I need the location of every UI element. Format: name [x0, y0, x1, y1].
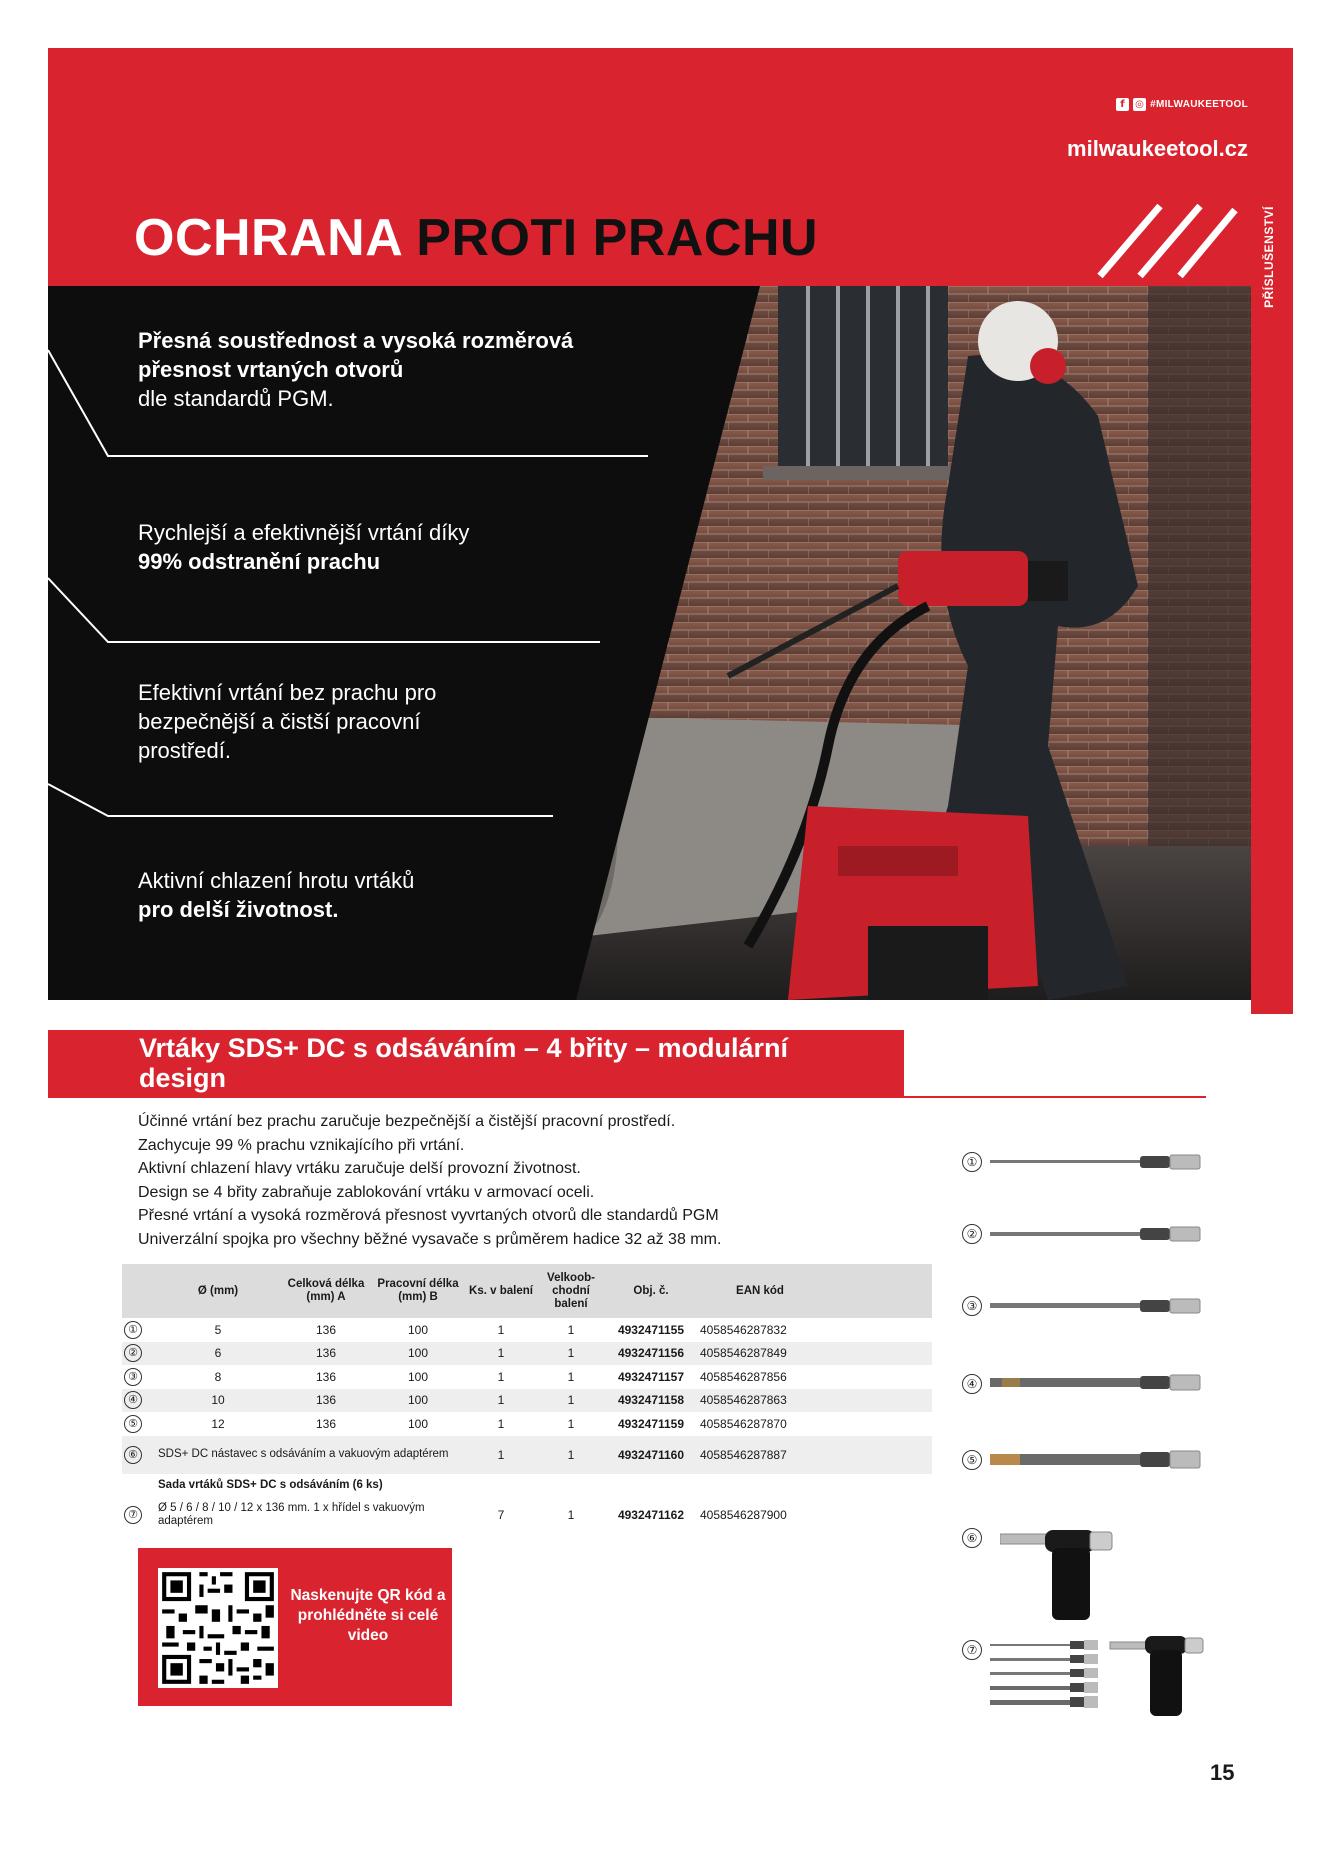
product-number: ② [962, 1224, 982, 1244]
product-description [138, 1110, 938, 1251]
qr-caption: Naskenujte QR kód a prohlédněte si celé video [290, 1587, 446, 1644]
table-header-row [122, 1264, 932, 1318]
spec-table [122, 1264, 932, 1533]
product-number: ⑤ [962, 1450, 982, 1470]
feature-1: Přesná soustřednost a vysoká rozměrová přesnost vrtaných otvorů dle standardů PGM. [138, 328, 574, 411]
page-title [134, 210, 818, 266]
section-title: Vrtáky SDS+ DC s odsáváním – 4 břity – modulární design [139, 1033, 788, 1093]
title-part-black: PROTI PRACHU [416, 209, 819, 267]
website-link[interactable]: milwaukeetool.cz [1067, 136, 1248, 161]
side-tab-label: PŘÍSLUŠENSTVÍ [1262, 206, 1276, 308]
feature-3: Efektivní vrtání bez prachu pro bezpečnější a čistší pracovní prostředí. [138, 680, 437, 763]
page-number: 15 [1210, 1760, 1235, 1785]
header-bulk: Velkoob- chodní balení [538, 1264, 604, 1318]
row-number: ③ [124, 1368, 142, 1386]
drill-bit-6mm-image [990, 1222, 1220, 1246]
table-row [122, 1474, 932, 1498]
header-ean: EAN kód [698, 1264, 822, 1318]
table-row: ⑦ Ø 5 / 6 / 8 / 10 / 12 x 136 mm. 1 x hřídel s vakuovým adaptérem 7 1 4932471162 4058546287900 [122, 1497, 932, 1533]
product-number: ③ [962, 1296, 982, 1316]
hashtag: #MILWAUKEETOOL [1150, 98, 1248, 110]
vacuum-adapter-image [1000, 1520, 1120, 1630]
set-title: Sada vrtáků SDS+ DC s odsáváním (6 ks) [158, 1478, 383, 1491]
qr-block [138, 1548, 452, 1706]
instagram-icon[interactable]: ◎ [1135, 98, 1145, 110]
header-diameter: Ø (mm) [156, 1264, 280, 1318]
description-line: Aktivní chlazení hlavy vrtáku zaručuje delší provozní životnost. [138, 1160, 581, 1177]
table-row: ⑥ SDS+ DC nástavec s odsáváním a vakuovým adaptérem 1 1 4932471160 4058546287887 [122, 1436, 932, 1474]
row-number: ② [124, 1344, 142, 1362]
row-number: ⑥ [124, 1446, 142, 1464]
table-row: ② 6 136 100 1 1 4932471156 4058546287849 [122, 1342, 932, 1366]
product-number: ⑥ [962, 1528, 982, 1548]
feature-4: Aktivní chlazení hrotu vrtáků pro delší životnost. [138, 868, 415, 922]
table-row: ⑤ 12 136 100 1 1 4932471159 4058546287870 [122, 1412, 932, 1436]
social-links [1116, 96, 1248, 112]
drill-bit-10mm-image [990, 1370, 1220, 1396]
header-pcs: Ks. v balení [464, 1264, 538, 1318]
description-line: Zachycuje 99 % prachu vznikajícího při vrtání. [138, 1136, 465, 1154]
section-underline [904, 1096, 1206, 1098]
description-line: Přesné vrtání a vysoká rozměrová přesnost vyvrtaných otvorů dle standardů PGM [138, 1207, 719, 1224]
drill-bit-5mm-image [990, 1150, 1220, 1174]
drill-bit-8mm-image [990, 1294, 1220, 1318]
drill-bit-set-image [990, 1620, 1220, 1720]
table-row: ③ 8 136 100 1 1 4932471157 4058546287856 [122, 1365, 932, 1389]
qr-code[interactable] [158, 1568, 278, 1688]
product-number: ④ [962, 1374, 982, 1394]
table-row: ① 5 136 100 1 1 4932471155 4058546287832 [122, 1318, 932, 1342]
facebook-icon[interactable]: f [1116, 98, 1129, 111]
description-line: Design se 4 břity zabraňuje zablokování vrtáku v armovací oceli. [138, 1183, 595, 1201]
decorative-stripes [1090, 196, 1240, 282]
row-number: ① [124, 1321, 142, 1339]
description-line: Univerzální spojka pro všechny běžné vysavače s průměrem hadice 32 až 38 mm. [138, 1230, 722, 1248]
header-order: Obj. č. [604, 1264, 698, 1318]
header-band [48, 48, 1293, 186]
title-part-white: OCHRANA [134, 209, 402, 267]
feature-2: Rychlejší a efektivnější vrtání díky 99% odstranění prachu [138, 520, 470, 574]
product-number: ① [962, 1152, 982, 1172]
drill-bit-12mm-image [990, 1446, 1220, 1474]
header-working-length: Pracovní délka (mm) B [372, 1264, 464, 1318]
product-number: ⑦ [962, 1640, 982, 1660]
row-number: ⑦ [124, 1506, 142, 1524]
row-number: ④ [124, 1391, 142, 1409]
description-line: Účinné vrtání bez prachu zaručuje bezpečnější a čistější pracovní prostředí. [138, 1113, 676, 1130]
header-total-length: Celková délka (mm) A [280, 1264, 372, 1318]
hero-section [48, 286, 1293, 1000]
row-number: ⑤ [124, 1415, 142, 1433]
table-row: ④ 10 136 100 1 1 4932471158 4058546287863 [122, 1389, 932, 1413]
